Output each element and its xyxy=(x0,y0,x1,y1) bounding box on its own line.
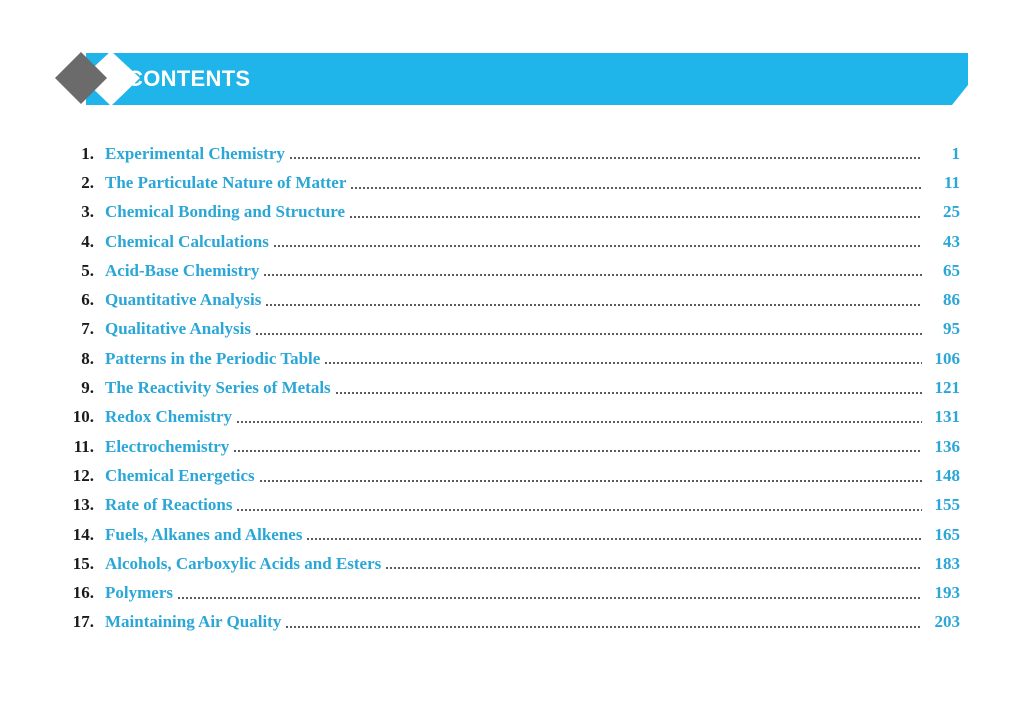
toc-dot-leader xyxy=(259,480,922,482)
contents-banner xyxy=(0,0,1024,120)
toc-dot-leader xyxy=(236,421,922,423)
toc-entry[interactable] xyxy=(60,549,960,578)
toc-entry-title[interactable]: The Reactivity Series of Metals xyxy=(105,378,331,398)
toc-entry-page[interactable]: 11 xyxy=(943,172,960,192)
toc-dot-leader xyxy=(273,245,922,247)
toc-entry-page[interactable]: 193 xyxy=(934,583,960,603)
toc-entry-title[interactable]: The Particulate Nature of Matter xyxy=(105,172,347,192)
toc-entry-page[interactable]: 148 xyxy=(934,465,960,485)
toc-entry-title[interactable]: Chemical Bonding and Structure xyxy=(105,202,346,222)
toc-entry-number: 9. xyxy=(81,378,94,398)
toc-dot-leader xyxy=(177,597,922,599)
toc-entry[interactable] xyxy=(60,373,960,402)
toc-dot-leader xyxy=(349,216,922,218)
toc-entry-title[interactable]: Quantitative Analysis xyxy=(105,290,262,310)
toc-entry-title[interactable]: Rate of Reactions xyxy=(105,495,233,515)
toc-entry[interactable] xyxy=(60,285,960,314)
toc-entry-number: 3. xyxy=(81,202,94,222)
toc-dot-leader xyxy=(335,392,922,394)
toc-entry-number: 6. xyxy=(81,290,94,310)
toc-entry-title[interactable]: Chemical Calculations xyxy=(105,231,269,251)
toc-entry-page[interactable]: 43 xyxy=(943,231,960,251)
toc-entry-title[interactable]: Acid-Base Chemistry xyxy=(105,260,260,280)
toc-entry-number: 7. xyxy=(81,319,94,339)
toc-entry-page[interactable]: 131 xyxy=(934,407,960,427)
toc-dot-leader xyxy=(236,509,922,511)
toc-entry-page[interactable]: 183 xyxy=(934,553,960,573)
toc-entry-number: 1. xyxy=(81,143,94,163)
toc-entry-title[interactable]: Maintaining Air Quality xyxy=(105,612,282,632)
toc-entry[interactable] xyxy=(60,403,960,432)
toc-entry[interactable] xyxy=(60,168,960,197)
banner-shape xyxy=(0,0,1024,120)
toc-entry[interactable] xyxy=(60,227,960,256)
toc-entry-page[interactable]: 95 xyxy=(943,319,960,339)
toc-entry-page[interactable]: 1 xyxy=(951,143,960,163)
toc-entry-number: 2. xyxy=(81,172,94,192)
toc-dot-leader xyxy=(306,538,922,540)
toc-dot-leader xyxy=(233,450,922,452)
toc-dot-leader xyxy=(255,333,922,335)
toc-dot-leader xyxy=(265,304,922,306)
toc-dot-leader xyxy=(289,157,922,159)
toc-entry-page[interactable]: 165 xyxy=(934,524,960,544)
toc-entry-number: 14. xyxy=(72,524,94,544)
toc-entry-page[interactable]: 136 xyxy=(934,436,960,456)
toc-entry[interactable] xyxy=(60,461,960,490)
page-title: CONTENTS xyxy=(127,66,251,91)
toc-entry-title[interactable]: Chemical Energetics xyxy=(105,465,255,485)
toc-entry[interactable] xyxy=(60,432,960,461)
toc-entry-title[interactable]: Electrochemistry xyxy=(105,436,230,456)
toc-entry[interactable] xyxy=(60,198,960,227)
toc-entry[interactable] xyxy=(60,491,960,520)
toc-entry-title[interactable]: Experimental Chemistry xyxy=(105,143,285,163)
toc-entry-page[interactable]: 25 xyxy=(943,202,960,222)
toc-entry-page[interactable]: 65 xyxy=(943,260,960,280)
toc-entry-title[interactable]: Alcohols, Carboxylic Acids and Esters xyxy=(105,553,382,573)
toc-entry-page[interactable]: 155 xyxy=(934,495,960,515)
toc-entry-number: 16. xyxy=(72,583,94,603)
toc-dot-leader xyxy=(285,626,922,628)
toc-dot-leader xyxy=(263,274,922,276)
toc-entry-number: 11. xyxy=(73,436,94,456)
toc-entry-number: 8. xyxy=(81,348,94,368)
toc-entry-number: 10. xyxy=(72,407,94,427)
toc-entry[interactable] xyxy=(60,315,960,344)
toc-entry-number: 15. xyxy=(72,553,94,573)
toc-entry-number: 13. xyxy=(72,495,94,515)
toc-entry-number: 12. xyxy=(72,465,94,485)
toc-entry-number: 5. xyxy=(81,260,94,280)
toc-dot-leader xyxy=(350,187,922,189)
toc-entry[interactable] xyxy=(60,344,960,373)
toc-entry-page[interactable]: 86 xyxy=(943,290,960,310)
toc-entry[interactable] xyxy=(60,608,960,637)
toc-dot-leader xyxy=(324,362,922,364)
toc-entry-page[interactable]: 106 xyxy=(934,348,960,368)
toc-entry[interactable] xyxy=(60,520,960,549)
toc-entry-title[interactable]: Patterns in the Periodic Table xyxy=(105,348,321,368)
toc-entry[interactable] xyxy=(60,139,960,168)
toc-entry-title[interactable]: Qualitative Analysis xyxy=(105,319,251,339)
table-of-contents xyxy=(60,139,960,637)
toc-entry-title[interactable]: Redox Chemistry xyxy=(105,407,233,427)
toc-entry-title[interactable]: Fuels, Alkanes and Alkenes xyxy=(105,524,303,544)
toc-entry-page[interactable]: 203 xyxy=(934,612,960,632)
toc-entry[interactable] xyxy=(60,578,960,607)
toc-entry-number: 4. xyxy=(81,231,94,251)
toc-entry-number: 17. xyxy=(72,612,94,632)
toc-entry-page[interactable]: 121 xyxy=(934,378,960,398)
toc-entry[interactable] xyxy=(60,256,960,285)
toc-dot-leader xyxy=(385,567,922,569)
toc-entry-title[interactable]: Polymers xyxy=(105,583,173,603)
